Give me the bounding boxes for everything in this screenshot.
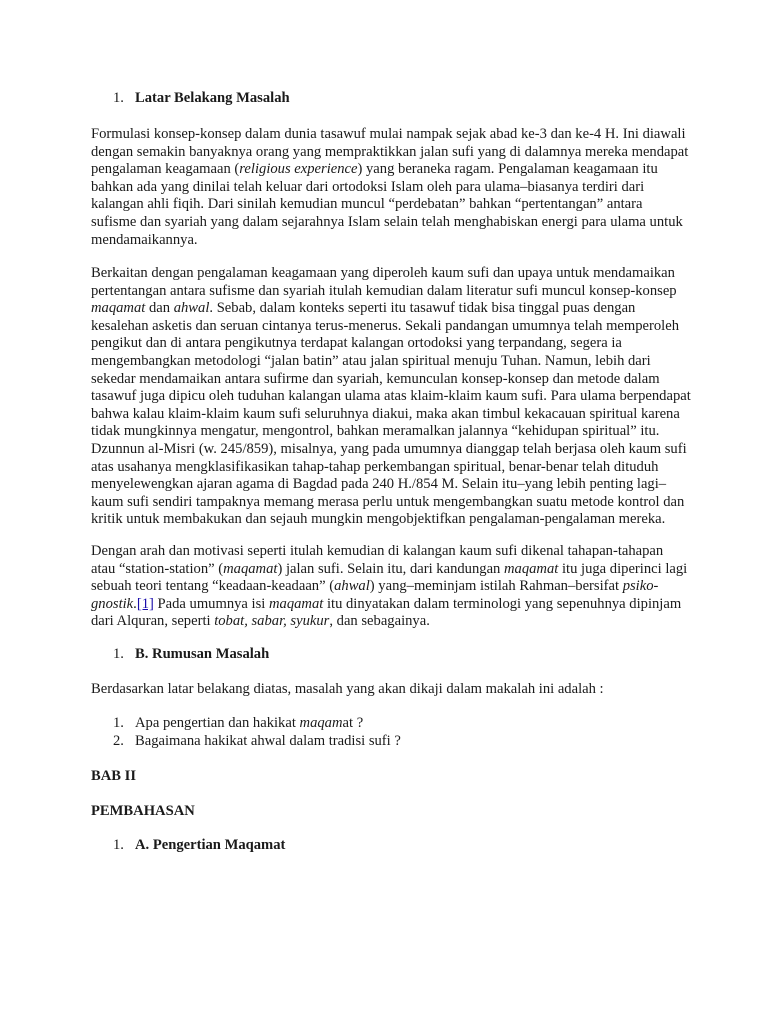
- chapter-title: PEMBAHASAN: [91, 803, 195, 819]
- paragraph-berkaitan: [91, 265, 691, 529]
- section-title: A. Pengertian Maqamat: [135, 837, 286, 853]
- paragraph-formulasi: [91, 126, 691, 249]
- italic-run: maqam: [299, 715, 343, 731]
- section-heading-rumusan-masalah: [113, 646, 269, 664]
- italic-run: maqamat: [504, 560, 559, 577]
- list-number: 1.: [113, 646, 124, 662]
- paragraph-dengan-arah: [91, 543, 691, 631]
- text-run: at ?: [342, 715, 364, 731]
- text-run: ) yang beraneka ragam. Pengalaman keagamaan itu bahkan ada yang dinilai telah keluar dari ortodoksi Islam oleh para ulama–biasanya terdiri dari kalangan ahli fiqih. Dari sinilah kemudian muncul “perdebatan” bahkan “pertentangan” antara sufisme dan syariah yang dalam sejarahnya Islam selain telah menghabiskan energi para ulama untuk mendamaikannya.: [91, 161, 683, 248]
- italic-run: religious experience: [239, 161, 358, 178]
- italic-run: ahwal: [173, 300, 210, 317]
- italic-run: ahwal: [334, 578, 370, 595]
- question-item-1: [113, 715, 363, 733]
- list-number: 2.: [113, 733, 124, 749]
- text-run: dan: [145, 300, 174, 317]
- chapter-heading: BAB II: [91, 768, 137, 784]
- text-run: itu juga diperinci lagi sebuah teori tentang “keadaan-keadaan” (: [91, 560, 688, 595]
- list-number: 1.: [113, 837, 124, 853]
- text-run: ) jalan sufi. Selain itu, dari kandungan: [277, 560, 504, 577]
- text-run: Apa pengertian dan hakikat: [135, 715, 300, 731]
- footnote-link[interactable]: [1]: [136, 595, 154, 612]
- list-number: 1.: [113, 715, 124, 731]
- italic-run: psiko-gnostik: [91, 578, 659, 612]
- italic-run: maqamat: [91, 300, 146, 317]
- text-run: Bagaimana hakikat ahwal dalam tradisi sufi ?: [135, 733, 401, 749]
- text-run: Pada umumnya isi: [153, 595, 269, 612]
- text-run: . Sebab, dalam konteks seperti itu tasawuf tidak bisa tinggal puas dengan kesalehan asketis dan seruan cintanya terus-menerus. Sekali pandangan umumnya telah memperoleh pengikut dan di antara pengikutnya terdapat kalangan ortodoksi yang terpandang, segera ia mengembangkan metodologi “jalan batin” atau jalan spiritual menuju Tuhan. Namun, lebih dari sekedar mendamaikan antara sufirme dan syariah, kemunculan konsep-konsep dan metode dalam tasawuf juga dipicu oleh tuduhan kalangan ulama atas klaim-klaim kaum sufi. Para ulama berpendapat bahwa kalau klaim-klaim kaum sufi seluruhnya diakui, maka akan timbul kekacauan spiritual karena tidak mungkinnya mengatur, mengontrol, bahkan meramalkan jalannya “kehidupan spiritual” itu. Dzunnun al-Misri (w. 245/859), misalnya, yang pada umumnya dianggap telah berjasa oleh kaum sufi atas usahanya mengklasifikasikan tahap-tahap perkembangan spiritual, benar-benar telah dituduh menyelewengkan ajaran agama di Bagdad pada 240 H./854 M. Selain itu–yang lebih penting lagi–kaum sufi sendiri tampaknya memang merasa perlu untuk mengembangkan suatu metode kontrol dan kritik untuk membakukan dan sejauh mungkin mengobjektifkan pengalaman-pengalaman mereka.: [91, 300, 691, 528]
- italic-run: maqamat: [268, 595, 324, 612]
- text-run: , dan sebagainya.: [329, 613, 430, 630]
- paragraph-berdasarkan: Berdasarkan latar belakang diatas, masalah yang akan dikaji dalam makalah ini adalah :: [91, 681, 604, 697]
- text-run: Berkaitan dengan pengalaman keagamaan yang diperoleh kaum sufi dan upaya untuk mendamaikan pertentangan antara sufisme dan syariah itulah kemudian dalam literatur sufi muncul konsep-konsep: [91, 265, 677, 299]
- italic-run: tobat, sabar, syukur: [214, 613, 330, 630]
- section-title: B. Rumusan Masalah: [135, 646, 270, 662]
- section-title: Latar Belakang Masalah: [135, 90, 290, 106]
- text-run: Dengan arah dan motivasi seperti itulah kemudian di kalangan kaum sufi dikenal tahapan-tahapan atau “station-station” (: [91, 543, 664, 577]
- text-run: .: [133, 595, 137, 612]
- text-run: itu dinyatakan dalam terminologi yang sepenuhnya dipinjam dari Alquran, seperti: [91, 595, 682, 630]
- text-run: ) yang–meminjam istilah Rahman–bersifat: [369, 578, 623, 595]
- section-heading-latar-belakang: [113, 90, 290, 108]
- text-run: Formulasi konsep-konsep dalam dunia tasawuf mulai nampak sejak abad ke-3 dan ke-4 H. Ini diawali dengan semakin banyaknya orang yang mempraktikkan jalan sufi yang di dalamnya mereka mendapat pengalaman keagamaan (: [91, 126, 689, 178]
- italic-run: maqamat: [223, 560, 278, 577]
- list-number: 1.: [113, 90, 124, 106]
- section-heading-pengertian-maqamat: [113, 837, 285, 855]
- question-item-2: [113, 733, 401, 751]
